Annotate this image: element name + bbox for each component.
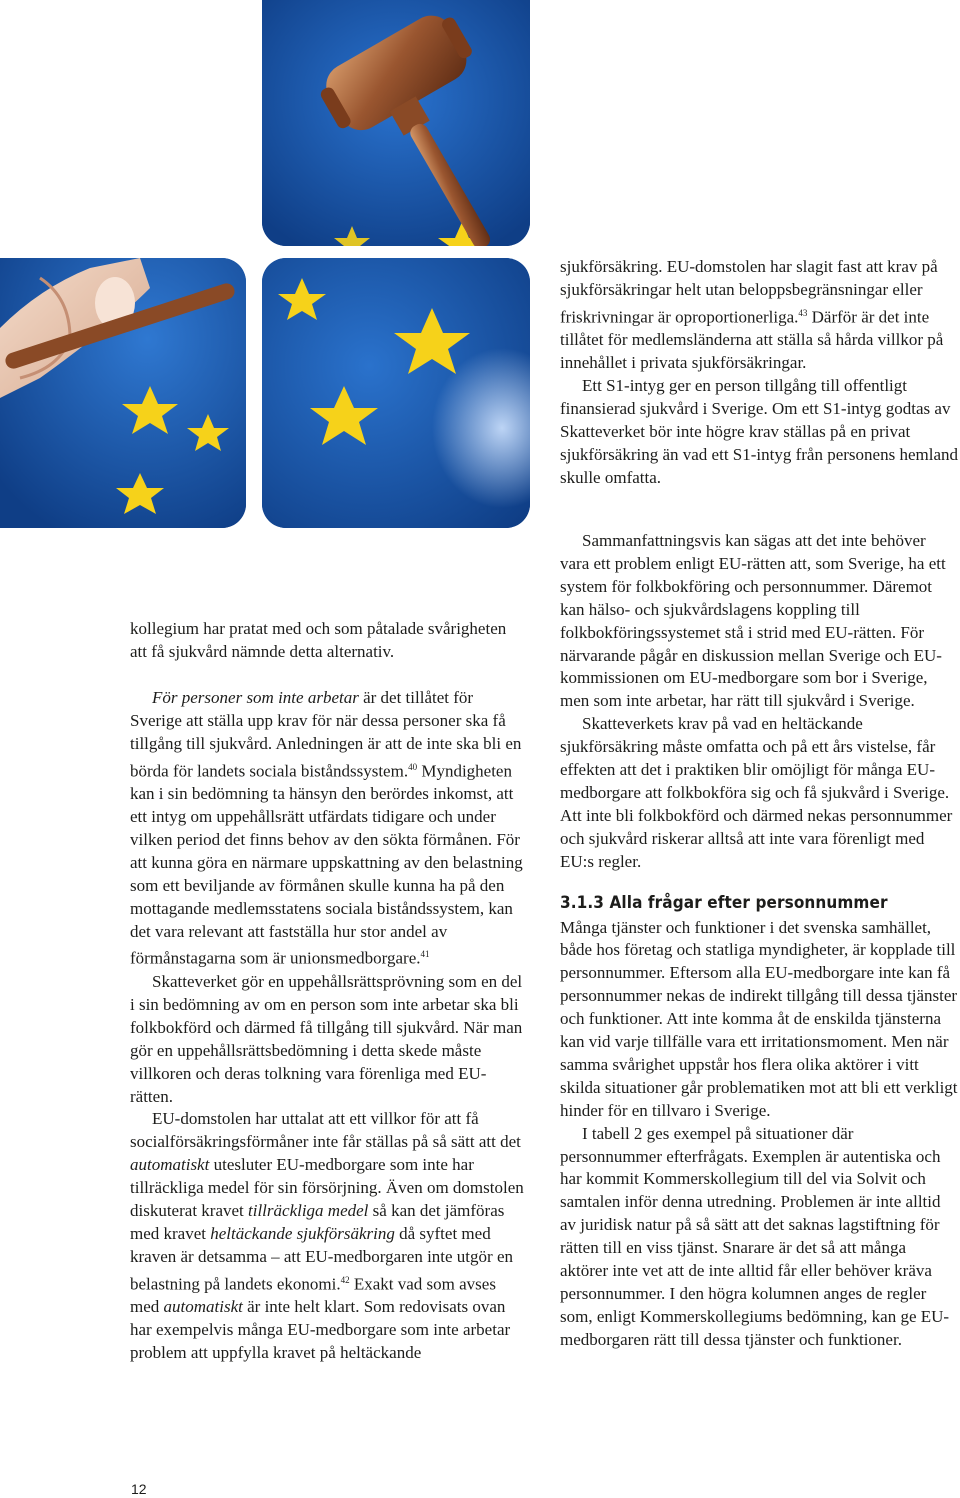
text: EU-domstolen har uttalat att ett villkor för att få socialförsäkringsförmåner inte får ställas på så sätt att det: [130, 1109, 521, 1152]
emphasis: heltäckande sjukförsäkring: [210, 1223, 395, 1243]
paragraph: Många tjänster och funktioner i det svenska samhället, både hos företag och statliga myndigheter, är kopplade till personnummer. Eftersom alla EU-medborgare inte kan få personnummer nekas de indirekt tillgång till dessa tjänster och funktioner. Att inte komma åt de enskilda tjänsterna kan vid varje tillfälle vara ett irritationsmoment. Men när samma svårighet uppstår hos flera olika aktörer i vitt skilda situationer går problematiken mot att bli ett verkligt hinder för en tillvaro i Sverige.: [560, 917, 958, 1120]
footnote-ref[interactable]: 41: [420, 949, 430, 960]
text: Därför är det inte tillåtet för medlemsländerna att ställa så hårda villkor på innehållet i privata sjukförsäkringar.: [560, 307, 944, 373]
footnote-ref[interactable]: 43: [798, 307, 808, 318]
hand-holding-gavel-photo: [0, 258, 246, 528]
section-heading: 3.1.3 Alla frågar efter personnummer: [560, 892, 888, 913]
emphasis: automatiskt: [163, 1297, 243, 1317]
text: sjukförsäkring. EU-domstolen har slagit fast att krav på sjukförsäkringar helt utan beloppsbegränsningar eller friskrivningar är oproportionerliga.: [560, 257, 938, 327]
eu-stars-photo: [262, 258, 530, 528]
text: så kan det jämföras med kravet: [130, 1201, 505, 1243]
paragraph: Skatteverket gör en uppehållsrättsprövning som en del i sin bedömning av om en person som inte arbetar ska bli folkbokförd och därmed få tillgång till sjukvård. När man gör en uppehållsrättsbedömning i detta skede måste villkoren och deras tolkning vara förenliga med EU-rätten.: [130, 972, 523, 1106]
footnote-ref[interactable]: 40: [408, 761, 418, 772]
paragraph: Ett S1-intyg ger en person tillgång till offentligt finansierad sjukvård i Sverige. Om ett S1-intyg godtas av Skatteverket bör inte högre krav ställas på en privat sjukförsäkring än vad ett S1-intyg från personens hemland skulle omfatta.: [560, 376, 958, 487]
right-text-column: [560, 530, 958, 1352]
left-text-column: [130, 618, 525, 1365]
footnote-ref[interactable]: 42: [340, 1274, 350, 1285]
paragraph: [130, 687, 525, 971]
emphasis: tillräckliga medel: [248, 1201, 369, 1221]
page-number: 12: [131, 1481, 147, 1497]
text: är det tillåtet för Sverige att ställa upp krav för när dessa personer ska få tillgång till sjukvård. Anledningen är att de inte ska bli en börda för landets sociala biståndssystem.: [130, 687, 522, 781]
text: då syftet med kraven är detsamma – att EU-medborgaren inte utgör en belastning på landets ekonomi.: [130, 1223, 513, 1294]
text: Exakt vad som avses med: [130, 1274, 496, 1317]
gavel-photo: [262, 0, 530, 246]
paragraph: Skatteverkets krav på vad en heltäckande sjukförsäkring måste omfatta och på ett års vistelse, får effekten att det i praktiken blir omöjligt för många EU-medborgare att folkbokföra sig och få sjukvård i Sverige. Att inte bli folkbokförd och därmed nekas personnummer och sjukvård riskerar alltså att inte vara förenligt med EU:s regler.: [560, 714, 953, 871]
paragraph: [130, 1108, 525, 1365]
text: är inte helt klart. Som redovisats ovan har exempelvis många EU-medborgare som inte arbetar problem att uppfylla kravet på heltäckande: [130, 1297, 511, 1363]
emphasis: För personer som inte arbetar: [152, 687, 359, 707]
emphasis: automatiskt: [130, 1155, 210, 1175]
text: utesluter EU-medborgare som inte har tillräckliga medel för sin försörjning. Även om domstolen diskuterat kravet: [130, 1155, 524, 1221]
paragraph: Sammanfattningsvis kan sägas att det inte behöver vara ett problem enligt EU-rätten att, som Sverige, ha ett system för folkbokföring och personnummer. Däremot kan hälso- och sjukvårdslagens koppling till folkbokföringssystemet stå i strid med EU-rätten. För närvarande pågår en diskussion mellan Sverige och EU-kommissionen om EU-medborgare som bor i Sverige, men som inte arbetar, har rätt till sjukvård i Sverige.: [560, 531, 946, 711]
paragraph: I tabell 2 ges exempel på situationer där personnummer efterfrågats. Exemplen är autentiska och har kommit Kommerskollegium till del via Solvit och samtalen inför denna utredning. Problemen är inte alltid av juridisk natur på så sätt att det saknas lagstiftning för rätten till en viss tjänst. Snarare är det så att många aktörer inte vet att de inte alltid får eller behöver kräva personnummer. I den högra kolumnen anges de regler som, enligt Kommerskollegiums bedömning, kan ge EU-medborgaren rätt till dessa tjänster och funktioner.: [560, 1123, 950, 1349]
paragraph: kollegium har pratat med och som påtalade svårigheten att få sjukvård nämnde detta alternativ.: [130, 619, 507, 661]
text: Myndigheten kan i sin bedömning ta hänsyn den berördes inkomst, att ett intyg om uppehållsrätt utfärdats tidigare och under vilken period det finns behov av den sökta förmånen. För att kunna göra en närmare uppskattning av den belastning som ett beviljande av förmånen skulle kunna ha på den mottagande medlemsstatens sociala biståndssystem, kan det vara relevant att fastställa hur stor andel av förmånstagarna som är unionsmedborgare.: [130, 761, 523, 969]
right-top-text-column: [560, 256, 958, 490]
paragraph: [560, 256, 958, 375]
